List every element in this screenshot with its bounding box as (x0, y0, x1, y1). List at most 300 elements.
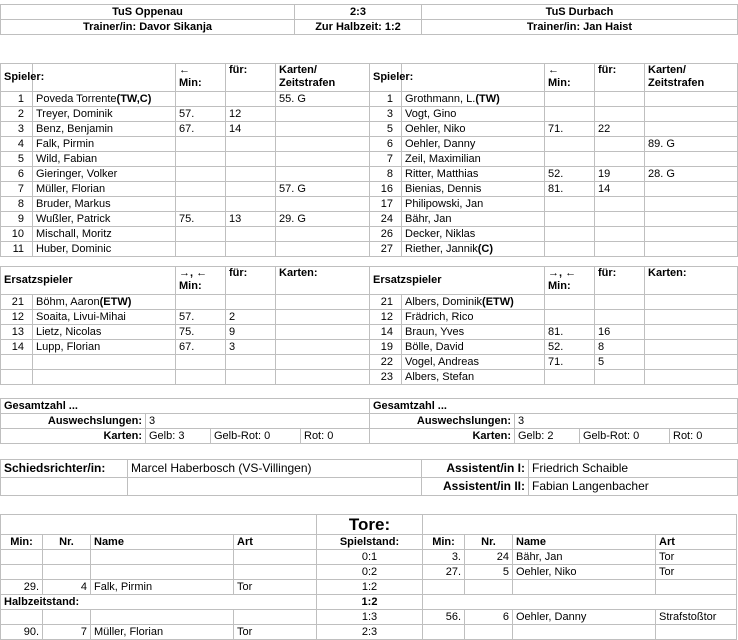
player-role-tag: (ETW) (99, 295, 132, 308)
player-name-text: Vogel, Andreas (405, 355, 480, 368)
player-number: 24 (370, 212, 402, 227)
card-info (645, 370, 738, 385)
card-info (645, 310, 738, 325)
sub-minute (176, 167, 226, 182)
player-number: 5 (1, 152, 33, 167)
sub-minute (176, 370, 226, 385)
player-number: 23 (370, 370, 402, 385)
sub-for-number (595, 370, 645, 385)
sub-for-number (226, 197, 276, 212)
goal-row (1, 580, 737, 595)
empty-cell (423, 595, 737, 610)
home-lineup (0, 63, 369, 257)
player-row (1, 325, 370, 340)
player-name (33, 340, 176, 355)
player-row (370, 122, 738, 137)
player-row (1, 355, 370, 370)
card-info (276, 197, 370, 212)
for-heading: für: (595, 64, 645, 92)
player-number: 12 (370, 310, 402, 325)
player-name-text: Wußler, Patrick (36, 212, 111, 225)
home-goal-number (43, 610, 91, 625)
player-number: 11 (1, 242, 33, 257)
player-name-text: Decker, Niklas (405, 227, 476, 240)
sub-for-number: 5 (595, 355, 645, 370)
officials (0, 459, 737, 496)
substitutions-count: 3 (146, 414, 370, 429)
player-name (33, 295, 176, 310)
player-row (1, 242, 370, 257)
sub-minute (545, 310, 595, 325)
card-info (276, 227, 370, 242)
sub-minute: 57. (176, 310, 226, 325)
sub-for-number: 14 (595, 182, 645, 197)
player-number: 6 (1, 167, 33, 182)
home-goal-minute: 90. (1, 625, 43, 640)
card-info (276, 167, 370, 182)
match-header (0, 4, 737, 35)
away-coach: Trainer/in: Jan Haist (422, 20, 738, 35)
away-goal-minute: 27. (423, 565, 465, 580)
player-name (33, 92, 176, 107)
away-totals (369, 398, 737, 444)
card-info (645, 295, 738, 310)
home-goal-number (43, 550, 91, 565)
home-goal-minute (1, 610, 43, 625)
player-number: 21 (1, 295, 33, 310)
player-name (33, 355, 176, 370)
sub-minute: 57. (176, 107, 226, 122)
player-row (1, 227, 370, 242)
player-role-tag: (C) (477, 242, 494, 255)
player-name-text: Albers, Dominik (405, 295, 483, 308)
player-row (1, 92, 370, 107)
home-goal-type (234, 565, 317, 580)
player-row (1, 212, 370, 227)
goal-row (1, 565, 737, 580)
card-info (645, 355, 738, 370)
card-info (645, 107, 738, 122)
away-goal-scorer: Bähr, Jan (513, 550, 656, 565)
away-substitutes (369, 266, 737, 385)
home-goal-scorer: Müller, Florian (91, 625, 234, 640)
for-heading: für: (595, 267, 645, 295)
card-info (276, 355, 370, 370)
player-row (370, 92, 738, 107)
card-info (276, 325, 370, 340)
sub-minute: 67. (176, 122, 226, 137)
away-goal-type (656, 580, 737, 595)
home-goal-number: 4 (43, 580, 91, 595)
halftime-row (1, 595, 737, 610)
player-number: 3 (1, 122, 33, 137)
card-info: 57. G (276, 182, 370, 197)
for-heading: für: (226, 64, 276, 92)
player-name-text: Benz, Benjamin (36, 122, 114, 135)
player-name-text: Philipowski, Jan (405, 197, 484, 210)
player-number: 5 (370, 122, 402, 137)
sub-minute (176, 227, 226, 242)
home-coach: Trainer/in: Davor Sikanja (1, 20, 295, 35)
score-after-goal: 0:1 (317, 550, 423, 565)
player-name-text: Braun, Yves (405, 325, 465, 338)
player-name-text: Oehler, Danny (405, 137, 476, 150)
home-goal-scorer (91, 565, 234, 580)
player-number: 7 (1, 182, 33, 197)
home-goal-type (234, 550, 317, 565)
sub-minute (545, 107, 595, 122)
halftime-score: 1:2 (317, 595, 423, 610)
sub-for-number: 16 (595, 325, 645, 340)
player-name-text: Müller, Florian (36, 182, 106, 195)
sub-minute: 71. (545, 122, 595, 137)
player-row (370, 152, 738, 167)
min-heading: ← Min: (545, 64, 595, 92)
sub-minute (545, 92, 595, 107)
sub-minute: 81. (545, 182, 595, 197)
substitutions-label: Auswechslungen: (370, 414, 515, 429)
card-info (645, 152, 738, 167)
home-totals (0, 398, 369, 444)
sub-minute (176, 92, 226, 107)
yellow-red-count: Gelb-Rot: 0 (211, 429, 301, 444)
sub-for-number (595, 92, 645, 107)
red-count: Rot: 0 (301, 429, 370, 444)
home-goal-number: 7 (43, 625, 91, 640)
away-goal-number: 24 (465, 550, 513, 565)
player-name (402, 137, 545, 152)
player-name-text: Treyer, Dominik (36, 107, 113, 120)
away-goal-number (465, 580, 513, 595)
player-number: 2 (1, 107, 33, 122)
card-info (276, 152, 370, 167)
yellow-count: Gelb: 2 (515, 429, 580, 444)
assistant2-label: Assistent/in II: (422, 478, 529, 496)
home-goal-scorer (91, 610, 234, 625)
sub-for-number (595, 107, 645, 122)
cards-total-label: Karten: (370, 429, 515, 444)
sub-for-number: 13 (226, 212, 276, 227)
player-name (402, 212, 545, 227)
away-goal-number (465, 625, 513, 640)
player-name (33, 197, 176, 212)
sub-for-number: 22 (595, 122, 645, 137)
away-goal-type (656, 625, 737, 640)
card-info (645, 325, 738, 340)
card-info (645, 182, 738, 197)
player-number: 9 (1, 212, 33, 227)
sub-for-number (226, 242, 276, 257)
sub-for-number (595, 212, 645, 227)
sub-minute (176, 242, 226, 257)
player-row (1, 107, 370, 122)
sub-for-number (226, 370, 276, 385)
player-number (1, 355, 33, 370)
player-row (1, 370, 370, 385)
assistant1-name: Friedrich Schaible (529, 460, 738, 478)
player-number: 7 (370, 152, 402, 167)
player-number: 8 (370, 167, 402, 182)
player-name-text: Lupp, Florian (36, 340, 101, 353)
subs-heading: Ersatzspieler (370, 267, 545, 295)
halftime-score: Zur Halbzeit: 1:2 (295, 20, 422, 35)
player-row (370, 137, 738, 152)
sub-minute (545, 370, 595, 385)
player-name (402, 355, 545, 370)
home-substitutes (0, 266, 369, 385)
player-number: 1 (1, 92, 33, 107)
player-row (370, 355, 738, 370)
cards-heading: Karten: (276, 267, 370, 295)
sub-min-heading: →, ← Min: (176, 267, 226, 295)
player-row (370, 295, 738, 310)
player-name (33, 212, 176, 227)
score-after-goal: 1:2 (317, 580, 423, 595)
sub-minute (176, 355, 226, 370)
player-name (33, 107, 176, 122)
col-nr: Nr. (43, 535, 91, 550)
players-heading: Spieler: (370, 64, 402, 92)
player-name-text: Bienias, Dennis (405, 182, 482, 195)
card-info (276, 137, 370, 152)
player-number: 19 (370, 340, 402, 355)
total-heading: Gesamtzahl ... (370, 399, 738, 414)
col-nr: Nr. (465, 535, 513, 550)
yellow-count: Gelb: 3 (146, 429, 211, 444)
player-name-text: Albers, Stefan (405, 370, 475, 383)
player-row (1, 340, 370, 355)
assistant2-name: Fabian Langenbacher (529, 478, 738, 496)
player-number: 14 (1, 340, 33, 355)
score-after-goal: 0:2 (317, 565, 423, 580)
sub-for-number: 8 (595, 340, 645, 355)
player-name-text: Mischall, Moritz (36, 227, 112, 240)
player-row (370, 197, 738, 212)
col-min: Min: (423, 535, 465, 550)
sub-minute (545, 137, 595, 152)
sub-for-number: 9 (226, 325, 276, 340)
sub-minute (545, 295, 595, 310)
card-info: 55. G (276, 92, 370, 107)
goal-row (1, 625, 737, 640)
player-name-text: Gieringer, Volker (36, 167, 118, 180)
player-role-tag: (TW) (475, 92, 500, 105)
sub-minute (176, 295, 226, 310)
sub-for-number (226, 167, 276, 182)
cards-total-label: Karten: (1, 429, 146, 444)
player-role-tag: (ETW) (482, 295, 514, 308)
card-info (276, 242, 370, 257)
card-info (645, 242, 738, 257)
goals-section (0, 514, 737, 640)
card-info (645, 92, 738, 107)
home-goal-minute: 29. (1, 580, 43, 595)
halftime-label: Halbzeitstand: (1, 595, 317, 610)
player-name-text: Bruder, Markus (36, 197, 111, 210)
player-name (33, 242, 176, 257)
player-name-text: Soaita, Livui-Mihai (36, 310, 126, 323)
col-standing: Spielstand: (317, 535, 423, 550)
card-info (276, 310, 370, 325)
player-name (33, 182, 176, 197)
player-number: 26 (370, 227, 402, 242)
player-name-text: Wild, Fabian (36, 152, 98, 165)
sub-minute (545, 197, 595, 212)
sub-for-number (595, 152, 645, 167)
player-name (402, 310, 545, 325)
player-row (1, 137, 370, 152)
sub-minute: 71. (545, 355, 595, 370)
sub-for-number: 14 (226, 122, 276, 137)
sub-for-number (595, 295, 645, 310)
card-info (276, 295, 370, 310)
player-number: 27 (370, 242, 402, 257)
card-info (645, 340, 738, 355)
player-name (33, 167, 176, 182)
sub-minute: 67. (176, 340, 226, 355)
player-name-text: Grothmann, L. (405, 92, 476, 105)
away-goal-scorer: Oehler, Niko (513, 565, 656, 580)
cards-heading: Karten/ Zeitstrafen (645, 64, 738, 92)
home-goal-number (43, 565, 91, 580)
red-count: Rot: 0 (670, 429, 738, 444)
player-name (402, 167, 545, 182)
player-row (1, 310, 370, 325)
sub-min-heading: →, ← Min: (545, 267, 595, 295)
player-name (402, 227, 545, 242)
assistant1-label: Assistent/in I: (422, 460, 529, 478)
home-goal-minute (1, 565, 43, 580)
player-name-text: Ritter, Matthias (405, 167, 479, 180)
min-heading: ← Min: (176, 64, 226, 92)
sub-for-number (226, 182, 276, 197)
total-heading: Gesamtzahl ... (1, 399, 370, 414)
score-after-goal: 2:3 (317, 625, 423, 640)
home-goal-type: Tor (234, 625, 317, 640)
player-row (1, 182, 370, 197)
for-heading: für: (226, 267, 276, 295)
away-goal-number: 6 (465, 610, 513, 625)
player-row (370, 325, 738, 340)
away-goal-scorer (513, 625, 656, 640)
sub-minute (176, 197, 226, 212)
player-name-text: Lietz, Nicolas (36, 325, 102, 338)
player-number (1, 370, 33, 385)
sub-minute (545, 212, 595, 227)
away-goal-type: Tor (656, 565, 737, 580)
player-name (402, 182, 545, 197)
player-row (370, 310, 738, 325)
goal-row (1, 550, 737, 565)
sub-minute (545, 242, 595, 257)
player-row (370, 227, 738, 242)
player-name-text: Vogt, Gino (405, 107, 457, 120)
player-name (33, 152, 176, 167)
score-after-goal: 1:3 (317, 610, 423, 625)
sub-for-number: 12 (226, 107, 276, 122)
col-min: Min: (1, 535, 43, 550)
away-goal-minute: 56. (423, 610, 465, 625)
goals-title: Tore: (317, 515, 423, 535)
players-heading: Spieler: (1, 64, 33, 92)
sub-for-number (595, 137, 645, 152)
sub-minute (176, 137, 226, 152)
sub-for-number (595, 242, 645, 257)
player-name-text: Bölle, David (405, 340, 464, 353)
player-number: 13 (1, 325, 33, 340)
sub-minute: 81. (545, 325, 595, 340)
player-number: 10 (1, 227, 33, 242)
sub-for-number (226, 137, 276, 152)
sub-for-number (226, 152, 276, 167)
player-row (1, 152, 370, 167)
player-number: 12 (1, 310, 33, 325)
subs-heading: Ersatzspieler (1, 267, 176, 295)
cards-heading: Karten: (645, 267, 738, 295)
player-name-text: Poveda Torrente (36, 92, 117, 105)
player-number: 6 (370, 137, 402, 152)
player-name-text: Bähr, Jan (405, 212, 452, 225)
player-name-text: Huber, Dominic (36, 242, 112, 255)
player-row (370, 370, 738, 385)
home-team-name: TuS Oppenau (1, 5, 295, 20)
player-row (1, 122, 370, 137)
card-info (645, 122, 738, 137)
player-name (33, 325, 176, 340)
goal-row (1, 610, 737, 625)
col-type: Art (656, 535, 737, 550)
home-goal-type (234, 610, 317, 625)
player-name-text: Riether, Jannik (405, 242, 478, 255)
sub-minute: 75. (176, 325, 226, 340)
sub-for-number (226, 227, 276, 242)
player-role-tag: (TW,C) (116, 92, 152, 105)
sub-for-number (226, 295, 276, 310)
player-name-text: Zeil, Maximilian (405, 152, 481, 165)
player-name-text: Frädrich, Rico (405, 310, 474, 323)
card-info (276, 340, 370, 355)
away-goal-type: Tor (656, 550, 737, 565)
player-number: 16 (370, 182, 402, 197)
home-goal-scorer (91, 550, 234, 565)
referee-label: Schiedsrichter/in: (1, 460, 128, 478)
player-number: 3 (370, 107, 402, 122)
player-name (402, 242, 545, 257)
sub-minute (176, 152, 226, 167)
home-goal-type: Tor (234, 580, 317, 595)
sub-minute (545, 152, 595, 167)
player-number: 1 (370, 92, 402, 107)
player-name-text: Falk, Pirmin (36, 137, 95, 150)
card-info: 29. G (276, 212, 370, 227)
player-name (402, 122, 545, 137)
sub-minute: 75. (176, 212, 226, 227)
sub-minute: 52. (545, 340, 595, 355)
player-name (402, 152, 545, 167)
player-number: 8 (1, 197, 33, 212)
card-info: 28. G (645, 167, 738, 182)
sub-minute: 52. (545, 167, 595, 182)
card-info (645, 227, 738, 242)
away-goal-scorer: Oehler, Danny (513, 610, 656, 625)
home-goal-scorer: Falk, Pirmin (91, 580, 234, 595)
card-info (276, 122, 370, 137)
player-name (402, 107, 545, 122)
player-name (402, 340, 545, 355)
sub-for-number (595, 310, 645, 325)
away-goal-minute (423, 625, 465, 640)
sub-for-number: 3 (226, 340, 276, 355)
